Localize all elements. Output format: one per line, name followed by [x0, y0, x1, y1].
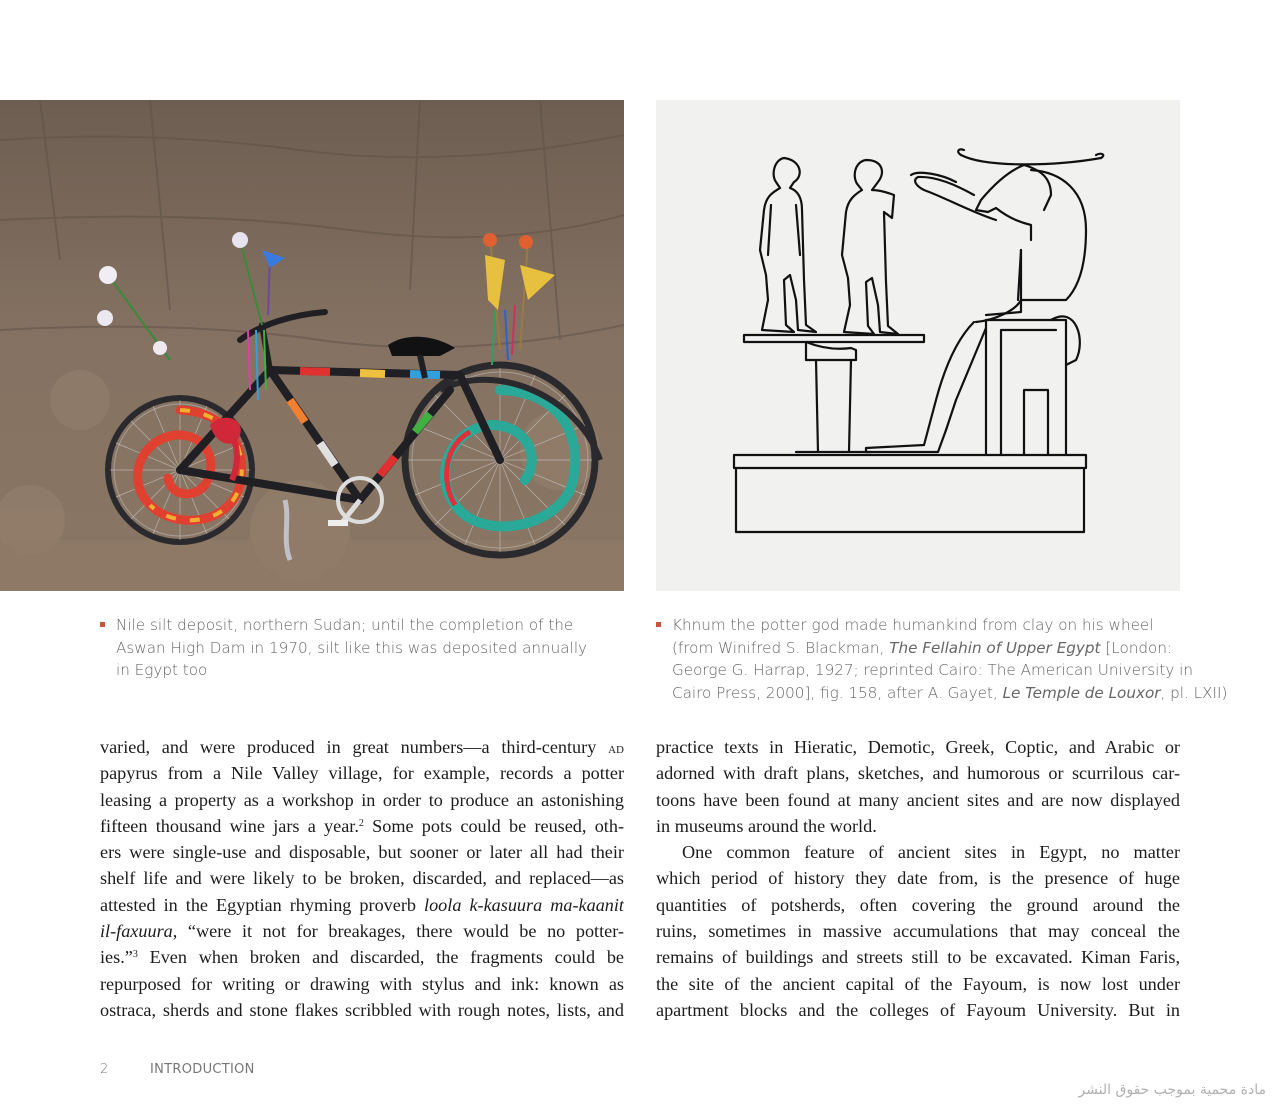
era-abbreviation: ad [608, 741, 624, 757]
page-number: 2 [100, 1062, 109, 1077]
caption-bullet [100, 622, 105, 627]
drawing-khnum-potter-god [656, 100, 1180, 591]
text-line [100, 918, 624, 944]
caption-photo [100, 614, 588, 682]
text-run: ies.” [100, 947, 133, 968]
proverb-italic: loola k-kasuura ma-kaanit [424, 894, 624, 915]
text-line: ers were single-use and disposable, but sooner or later all had their [100, 842, 624, 863]
footnote-ref[interactable]: 2 [358, 817, 364, 829]
footnote-ref[interactable]: 3 [132, 949, 138, 961]
book-title: Le Temple de Louxor [1002, 683, 1161, 702]
caption-line: in Egypt too [116, 661, 208, 680]
photo-bicycle-silt-deposit [0, 100, 624, 591]
caption-text: (from Winifred S. Blackman, [672, 638, 890, 657]
text-line: which period of history they date from, is the presence of huge [656, 868, 1180, 889]
text-line: quantities of potsherds, often covering the ground around the [656, 894, 1180, 915]
body-column-right [656, 734, 1180, 1023]
text-run: varied, and were produced in great numbers—a third-century [100, 737, 609, 757]
text-line: shelf life and were likely to be broken, discarded, and replaced—as [100, 868, 624, 889]
text-line: practice texts in Hieratic, Demotic, Greek, Coptic, and Arabic or [656, 737, 1180, 757]
text-line: in museums around the world. [656, 815, 877, 836]
caption-line: Nile silt deposit, northern Sudan; until the completion of the [116, 616, 574, 634]
text-run: , “were it not for breakages, there would be no potter- [172, 921, 624, 942]
text-run: fifteen thousand wine jars a year. [100, 815, 359, 836]
caption-drawing [656, 614, 1228, 704]
text-line: ruins, sometimes in massive accumulations that may conceal the [656, 921, 1180, 942]
text-line: One common feature of ancient sites in Egypt, no matter [682, 842, 1180, 863]
caption-line [672, 682, 1228, 705]
text-line [100, 734, 624, 760]
caption-text: [London: [1100, 638, 1173, 657]
book-title: The Fellahin of Upper Egypt [889, 638, 1101, 657]
caption-text: , pl. LXII) [1160, 683, 1228, 702]
caption-line: Khnum the potter god made humankind from clay on his wheel [672, 616, 1154, 634]
text-line [100, 944, 624, 970]
text-line: adorned with draft plans, sketches, and humorous or scurrilous car- [656, 763, 1180, 784]
text-line [100, 813, 624, 839]
text-line [100, 892, 624, 918]
caption-text: Cairo Press, 2000], fig. 158, after A. Gayet, [672, 683, 1003, 702]
text-line: leasing a property as a workshop in order to produce an astonishing [100, 789, 624, 810]
text-line: toons have been found at many ancient sites and are now displayed [656, 789, 1180, 810]
text-run: Some pots could be reused, oth- [363, 815, 624, 836]
text-line: apartment blocks and the colleges of Fayoum University. But in [656, 999, 1180, 1020]
text-line: the site of the ancient capital of the Fayoum, is now lost under [656, 973, 1180, 994]
copyright-watermark: مادة محمية بموجب حقوق النشر [1078, 1082, 1266, 1098]
text-line: repurposed for writing or drawing with stylus and ink: known as [100, 973, 624, 994]
text-line: papyrus from a Nile Valley village, for example, records a potter [100, 763, 624, 784]
caption-bullet [656, 622, 661, 627]
text-line: remains of buildings and streets still to be excavated. Kiman Faris, [656, 947, 1180, 968]
text-run: Even when broken and discarded, the fragments could be [137, 947, 624, 968]
running-head: INTRODUCTION [150, 1062, 255, 1077]
proverb-italic: il-faxuura [100, 921, 173, 942]
text-run: attested in the Egyptian rhyming proverb [100, 894, 425, 915]
text-line: ostraca, sherds and stone flakes scribbled with rough notes, lists, and [100, 999, 624, 1020]
caption-line: Aswan High Dam in 1970, silt like this was deposited annually [116, 638, 588, 657]
caption-line: George G. Harrap, 1927; reprinted Cairo: The American University in [672, 661, 1193, 680]
body-column-left [100, 734, 624, 1023]
caption-line [672, 637, 1176, 660]
